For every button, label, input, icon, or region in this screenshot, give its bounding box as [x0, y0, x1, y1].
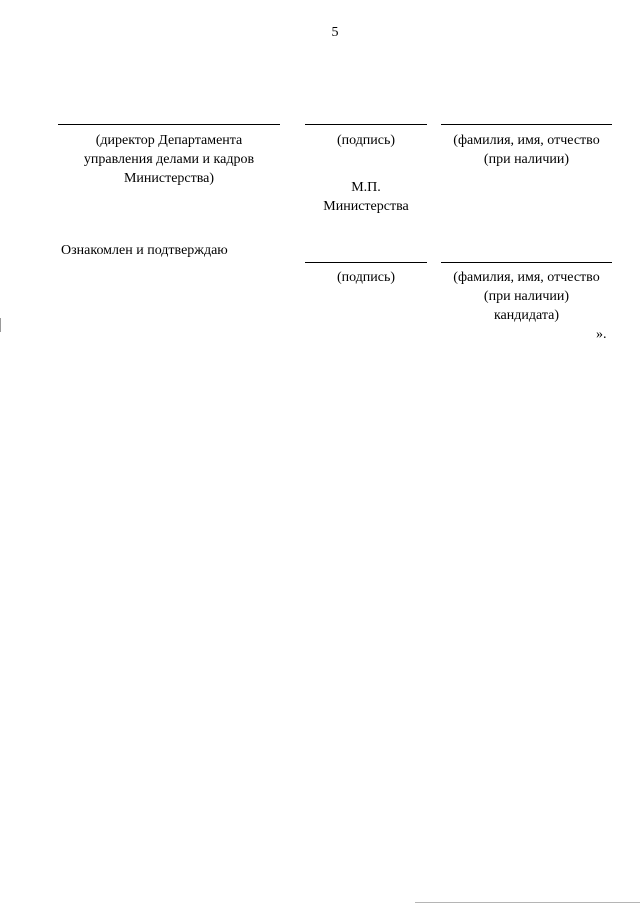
- closing-quote-mark: ».: [596, 327, 607, 342]
- director-signature-line: [305, 124, 427, 125]
- position-line: [58, 124, 280, 125]
- director-signature-caption: (подпись): [336, 133, 396, 148]
- candidate-name-caption: (фамилия, имя, отчество (при наличии) кандидата): [453, 270, 600, 323]
- candidate-signature-caption: (подпись): [336, 270, 396, 285]
- scan-edge-mark: [0, 318, 1, 332]
- scan-bottom-rule: [415, 902, 640, 903]
- candidate-signature-line: [305, 262, 427, 263]
- candidate-name-line: [441, 262, 612, 263]
- director-name-caption: (фамилия, имя, отчество (при наличии): [453, 133, 600, 167]
- position-caption: (директор Департамента управления делами и кадров Министерства): [83, 133, 255, 186]
- page-number: 5: [331, 25, 339, 40]
- stamp-caption: М.П. Министерства: [323, 180, 409, 214]
- director-name-line: [441, 124, 612, 125]
- acknowledgement-text: Ознакомлен и подтверждаю: [61, 243, 228, 258]
